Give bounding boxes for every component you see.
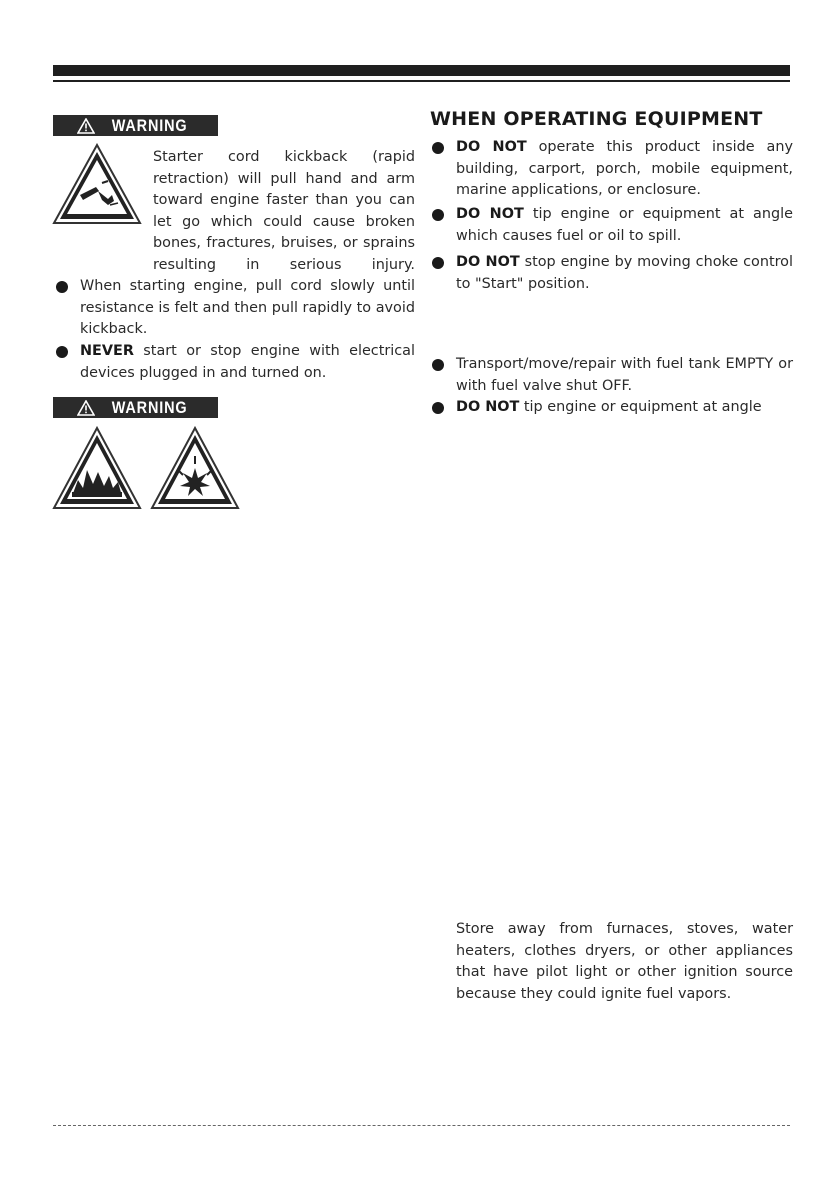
bullet-dot <box>432 209 444 221</box>
warning-label: WARNING <box>111 397 188 417</box>
warning-label: WARNING <box>111 115 188 135</box>
bullet-dot <box>432 257 444 269</box>
list-item: DO NOT tip engine or equipment at angle which causes fuel or oil to spill. <box>456 204 793 247</box>
warning-triangle-icon <box>77 400 95 416</box>
header-rule-thin <box>53 80 790 82</box>
footer-rule <box>53 1125 790 1126</box>
storage-warning-text: Store away from furnaces, stoves, water heaters, clothes dryers, or other appliances that have pilot light or other ignition source because they could ignite fuel vapors. <box>456 921 793 1002</box>
list-item: DO NOT stop engine by moving choke control to "Start" position. <box>456 252 793 295</box>
list-item: DO NOT operate this product inside any building, carport, porch, mobile equipment, marine applications, or enclosure. <box>456 137 793 202</box>
list-item: Transport/move/repair with fuel tank EMPTY or with fuel valve shut OFF. <box>456 354 793 397</box>
header-rule-thick <box>53 65 790 76</box>
explosion-hazard-icon <box>150 426 240 514</box>
fire-hazard-icon <box>52 426 142 514</box>
kickback-warning-text: Starter cord kickback (rapid retraction) will pull hand and arm toward engine faster than you can let go which could cause broken bones, fractures, bruises, or sprains resulting in serious injury. <box>153 149 415 273</box>
bullet-dot <box>432 359 444 371</box>
list-item: NEVER start or stop engine with electrical devices plugged in and turned on. <box>80 341 415 384</box>
section-heading: WHEN OPERATING EQUIPMENT <box>430 108 763 130</box>
warning-triangle-icon <box>77 118 95 134</box>
bullet-dot <box>432 142 444 154</box>
list-item: DO NOT tip engine or equipment at angle <box>456 397 793 419</box>
warning-banner <box>53 115 218 136</box>
bullet-dot <box>56 346 68 358</box>
kickback-hazard-icon <box>52 143 142 229</box>
bullet-dot <box>56 281 68 293</box>
list-item: When starting engine, pull cord slowly until resistance is felt and then pull rapidly to avoid kickback. <box>80 276 415 341</box>
bullet-dot <box>432 402 444 414</box>
warning-banner <box>53 397 218 418</box>
